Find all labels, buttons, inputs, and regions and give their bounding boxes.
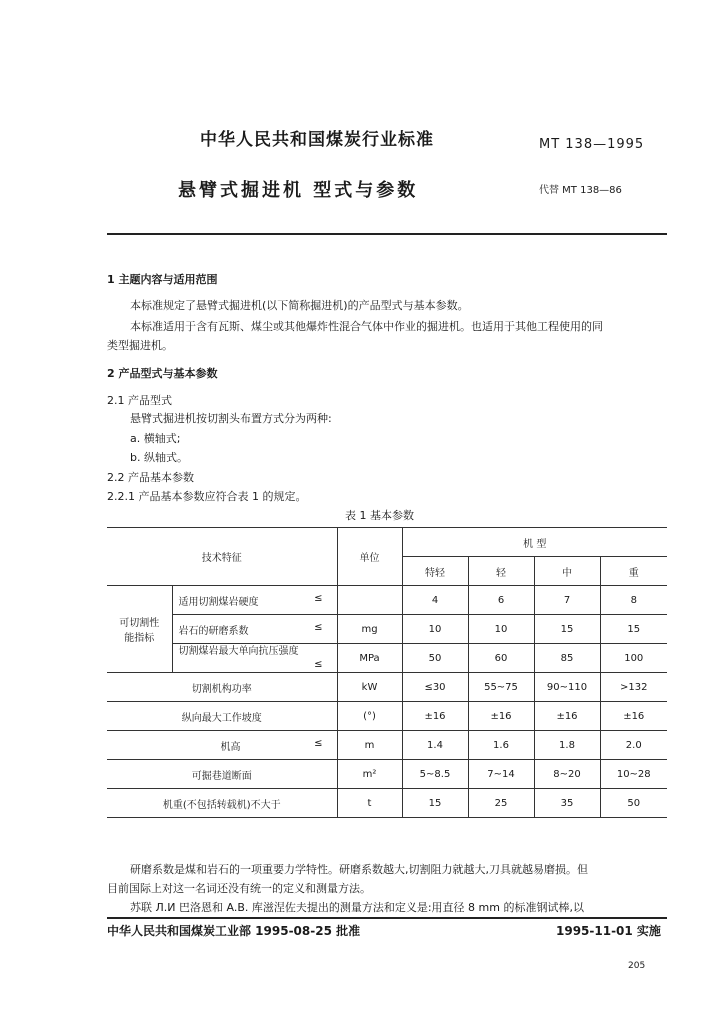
table-row [107,586,667,615]
section-1-heading: 1 主题内容与适用范围 [107,273,218,286]
document-title: 悬臂式掘进机 型式与参数 [178,180,419,201]
section-2-2-1: 2.2.1 产品基本参数应符合表 1 的规定。 [107,490,307,503]
table-row [107,644,667,673]
cell: 10 [468,615,534,644]
header-unit: 单位 [337,528,402,586]
note-para-1a: 研磨系数是煤和岩石的一项重要力学特性。研磨系数越大,切割阻力就越大,刀具就越易磨损。但 [130,863,588,876]
header-feature: 技术特征 [107,528,337,586]
section-1-para-1: 本标准规定了悬臂式掘进机(以下简称掘进机)的产品型式与基本参数。 [130,299,469,312]
table-row [107,731,667,760]
row-unit: m² [337,760,402,789]
model-medium: 中 [534,557,600,586]
row-label: 机高 ≤ [107,731,337,760]
section-1-para-2b: 类型掘进机。 [107,339,173,352]
cell: ±16 [534,702,600,731]
row-unit [337,586,402,615]
row-label: 纵向最大工作坡度 [107,702,337,731]
header-rule [107,233,667,235]
section-2-2: 2.2 产品基本参数 [107,471,194,484]
table-row [107,760,667,789]
cell: 15 [534,615,600,644]
cell: 50 [402,644,468,673]
row-label: 切割煤岩最大单向抗压强度 ≤ [172,644,337,673]
cell: >132 [600,673,667,702]
row-label: 岩石的研磨系数 ≤ [172,615,337,644]
cell: 1.6 [468,731,534,760]
row-unit: mg [337,615,402,644]
cell: 4 [402,586,468,615]
cell: 1.4 [402,731,468,760]
cell: ±16 [600,702,667,731]
cell: ±16 [468,702,534,731]
cell: 10 [402,615,468,644]
cell: 2.0 [600,731,667,760]
parameters-table [107,527,667,818]
footer-rule [107,917,667,919]
cell: 50 [600,789,667,818]
section-2-1-item-b: b. 纵轴式。 [130,451,188,464]
table-row [107,673,667,702]
cell: 8~20 [534,760,600,789]
section-1-para-2a: 本标准适用于含有瓦斯、煤尘或其他爆炸性混合气体中作业的掘进机。也适用于其他工程使用的同 [130,320,603,333]
row-unit: (°) [337,702,402,731]
cell: ≤30 [402,673,468,702]
table-caption: 表 1 基本参数 [345,509,414,522]
table-row [107,702,667,731]
cell: 35 [534,789,600,818]
issuing-organization: 中华人民共和国煤炭行业标准 [200,130,434,150]
model-light: 轻 [468,557,534,586]
group-cuttability: 可切割性 能指标 [107,586,172,673]
cell: 90~110 [534,673,600,702]
cell: 15 [402,789,468,818]
effective-line: 1995-11-01 实施 [556,924,661,938]
row-unit: m [337,731,402,760]
section-2-1: 2.1 产品型式 [107,394,172,407]
row-label: 切割机构功率 [107,673,337,702]
cell: 15 [600,615,667,644]
cell: 25 [468,789,534,818]
table-row [107,615,667,644]
section-2-1-para: 悬臂式掘进机按切割头布置方式分为两种: [130,412,332,425]
note-para-2: 苏联 Л.И 巴洛恩和 A.B. 库滋涅佐夫提出的测量方法和定义是:用直径 8 mm 的标准钢试棒,以 [130,901,584,914]
cell: ±16 [402,702,468,731]
section-2-heading: 2 产品型式与基本参数 [107,367,218,380]
model-extra-light: 特轻 [402,557,468,586]
row-label: 机重(不包括转载机)不大于 [107,789,337,818]
cell: 7~14 [468,760,534,789]
row-unit: kW [337,673,402,702]
note-para-1b: 目前国际上对这一名词还没有统一的定义和测量方法。 [107,882,371,895]
page-number: 205 [628,961,646,971]
header-model: 机 型 [402,528,667,557]
cell: 85 [534,644,600,673]
cell: 100 [600,644,667,673]
cell: 7 [534,586,600,615]
cell: 55~75 [468,673,534,702]
row-unit: t [337,789,402,818]
table-row [107,789,667,818]
model-heavy: 重 [600,557,667,586]
cell: 1.8 [534,731,600,760]
approval-line: 中华人民共和国煤炭工业部 1995-08-25 批准 [107,924,361,938]
cell: 6 [468,586,534,615]
row-label: 适用切割煤岩硬度 ≤ [172,586,337,615]
cell: 8 [600,586,667,615]
section-2-1-item-a: a. 横轴式; [130,432,181,445]
standard-code: MT 138—1995 [539,137,645,152]
replaces-note: 代替 MT 138—86 [539,185,622,196]
row-label: 可掘巷道断面 [107,760,337,789]
cell: 60 [468,644,534,673]
row-unit: MPa [337,644,402,673]
cell: 10~28 [600,760,667,789]
cell: 5~8.5 [402,760,468,789]
